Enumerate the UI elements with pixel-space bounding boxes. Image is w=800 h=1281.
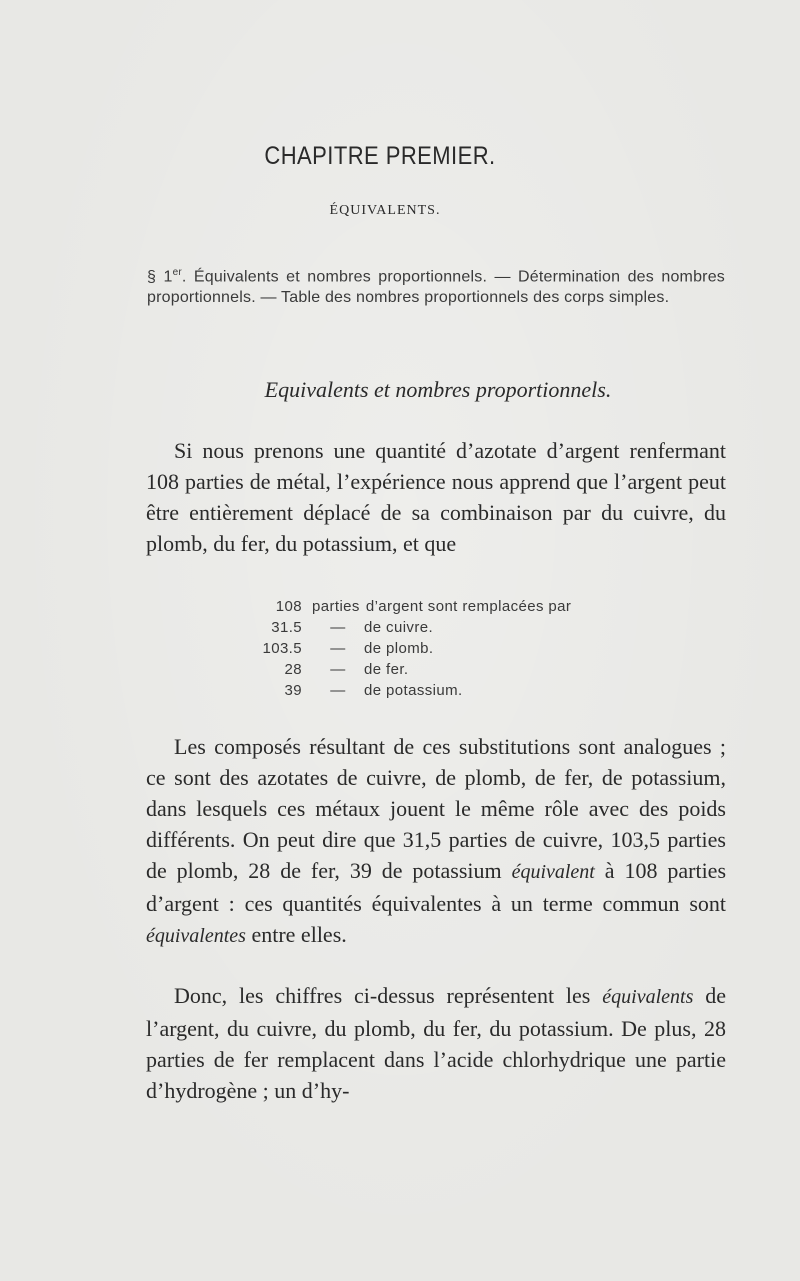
section-summary (147, 262, 725, 308)
paragraph-3 (146, 980, 726, 1106)
emphasis: équivalent (511, 861, 595, 883)
table-dash: — (330, 661, 346, 678)
paragraph-2 (146, 731, 726, 952)
table-amount: 39 (284, 682, 302, 699)
table-dash: — (330, 682, 346, 699)
table-description: de potassium. (364, 682, 463, 699)
table-row (258, 640, 571, 661)
table-description: de plomb. (364, 640, 434, 657)
table-amount: 28 (284, 661, 302, 678)
substitution-table (258, 598, 571, 703)
chapter-title: CHAPITRE PREMIER. (264, 142, 496, 170)
table-description: d’argent sont remplacées par (365, 598, 572, 615)
paragraph-3-text: de l’argent, du cuivre, du plomb, du fer, du potassium. De plus, 28 parties de fer remplacent dans l’acide chlorhydrique une partie d’hydrogène ; un d’hy- (146, 983, 727, 1103)
table-row (258, 682, 571, 703)
section-heading: ÉQUIVALENTS. (329, 203, 441, 218)
table-amount: 31.5 (271, 619, 302, 636)
paragraph-3-text: Donc, les chiffres ci-dessus représentent les (174, 983, 603, 1008)
summary-text: . Équivalents et nombres proportionnels. — Détermination des nombres proportionnels. — Table des nombres proportionnels des corps simples. (147, 268, 725, 307)
paragraph-2-text: entre elles. (245, 922, 347, 947)
table-row (258, 619, 571, 640)
emphasis: équivalents (602, 986, 694, 1008)
table-amount: 108 (275, 598, 302, 615)
table-dash: — (330, 619, 346, 636)
table-dash: — (330, 640, 346, 657)
emphasis: équivalentes (146, 925, 246, 947)
table-amount: 103.5 (262, 640, 302, 657)
section-mark-superscript: er (172, 267, 182, 278)
table-description: de fer. (364, 661, 409, 678)
section-mark: § 1 (147, 268, 173, 286)
paragraph-2-text: Les composés résultant de ces substitutions sont analogues ; ce sont des azotates de cuivre, de plomb, de fer, de potassium, dans lesquels ces métaux jouent le même rôle avec des poids différents. On peut dire que 31,5 parties de cuivre, 103,5 parties de plomb, 28 de fer, 39 de potassium (146, 734, 726, 883)
table-row (258, 661, 571, 682)
table-unit: parties (312, 598, 360, 615)
paragraph-2-text: à 108 parties d’argent : ces quantités équivalentes à un terme commun sont (146, 858, 727, 916)
table-description: de cuivre. (364, 619, 434, 636)
paragraph-1: Si nous prenons une quantité d’azotate d’argent renfermant 108 parties de métal, l’expérience nous apprend que l’argent peut être entièrement déplacé de sa combinaison par du cuivre, du plomb, du fer, du potassium, et que (146, 438, 726, 556)
subheading: Equivalents et nombres proportionnels. (264, 377, 612, 402)
table-row (258, 598, 571, 619)
